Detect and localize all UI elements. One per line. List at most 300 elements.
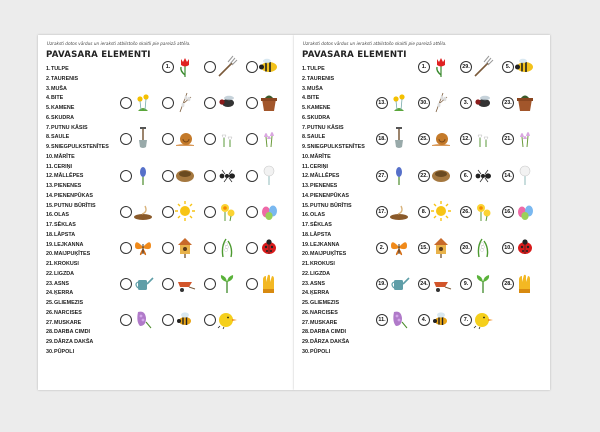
answer-circle[interactable] xyxy=(120,278,132,290)
flower-pot-icon xyxy=(258,91,280,113)
sun-icon xyxy=(174,200,196,222)
word-text: SAULE xyxy=(51,134,70,141)
word-text: LĀPSTA xyxy=(54,231,76,238)
answer-circle[interactable]: 23. xyxy=(502,97,514,109)
picture-cell xyxy=(418,305,444,333)
word-number: 11. xyxy=(46,163,54,170)
instruction-text: Uzraksti dotos vārdus un ieraksti atbilstošo skaitli pie pareizā attēla. xyxy=(47,41,191,46)
word-number: 19. xyxy=(46,241,54,248)
word-item xyxy=(46,192,116,202)
answer-circle[interactable] xyxy=(120,170,132,182)
answer-circle[interactable]: 19. xyxy=(376,278,388,290)
word-item xyxy=(46,65,116,75)
word-number: 12. xyxy=(302,173,310,180)
word-text: KAMENE xyxy=(51,105,75,111)
word-text: SNIEGPULKSTENĪTES xyxy=(307,144,365,150)
sun-icon xyxy=(430,200,452,222)
picture-cell xyxy=(120,233,146,261)
word-text: DARBA CIMDI xyxy=(54,329,91,336)
picture-cell xyxy=(120,197,146,225)
instruction-text: Uzraksti dotos vārdus un ieraksti atbilstošo skaitli pie pareizā attēla. xyxy=(303,41,447,46)
word-text: PUTNU BŪRĪTIS xyxy=(54,202,96,209)
word-number: 16. xyxy=(302,212,310,219)
word-text: LIGZDA xyxy=(54,270,75,277)
garden-gloves-icon xyxy=(514,272,536,294)
answer-circle[interactable] xyxy=(204,314,216,326)
picture-cell xyxy=(460,305,486,333)
picture-cell xyxy=(204,269,230,297)
answer-circle[interactable] xyxy=(246,97,258,109)
answer-circle[interactable] xyxy=(246,170,258,182)
pussy-willow-icon xyxy=(174,91,196,113)
answer-circle[interactable] xyxy=(204,97,216,109)
word-number: 7. xyxy=(302,124,307,131)
word-text: SĒKLAS xyxy=(54,222,76,228)
word-number: 30. xyxy=(302,348,310,355)
word-item xyxy=(302,231,372,241)
word-text: MUŠA xyxy=(307,85,323,92)
word-number: 29. xyxy=(302,339,310,345)
answer-circle[interactable] xyxy=(162,242,174,254)
ant-icon xyxy=(472,164,494,186)
word-number: 27. xyxy=(46,319,54,326)
word-item xyxy=(302,163,372,173)
answer-circle[interactable] xyxy=(162,206,174,218)
word-item xyxy=(46,153,116,163)
answer-circle[interactable]: 17. xyxy=(376,206,388,218)
word-text: DĀRZA DAKŠA xyxy=(310,339,350,345)
word-text: TAURENIS xyxy=(307,75,335,82)
butterfly-icon xyxy=(388,236,410,258)
shovel-icon xyxy=(388,127,410,149)
word-item xyxy=(46,163,116,173)
word-number: 6. xyxy=(46,114,51,121)
picture-cell xyxy=(246,88,272,116)
dandelion-clock-icon xyxy=(514,164,536,186)
answer-circle[interactable]: 24. xyxy=(418,278,430,290)
word-text: CERIŅI xyxy=(309,163,328,170)
word-item xyxy=(46,94,116,104)
answer-circle[interactable]: 14. xyxy=(502,170,514,182)
answer-circle[interactable] xyxy=(120,314,132,326)
answer-circle[interactable] xyxy=(204,170,216,182)
word-text: OLAS xyxy=(310,212,325,219)
answer-circle[interactable]: 6. xyxy=(460,170,472,182)
picture-cell xyxy=(460,269,486,297)
word-text: BITE xyxy=(307,95,320,102)
word-text: TULPE xyxy=(51,66,69,72)
muscari-icon xyxy=(132,164,154,186)
answer-circle[interactable] xyxy=(162,314,174,326)
answer-circle[interactable]: 9. xyxy=(460,278,472,290)
picture-cell xyxy=(502,124,528,152)
answer-circle[interactable]: 15. xyxy=(418,242,430,254)
word-number: 14. xyxy=(302,192,310,199)
fly-icon xyxy=(216,91,238,113)
word-text: SAULE xyxy=(307,134,326,141)
word-text: PIENENES xyxy=(310,183,338,189)
answer-circle[interactable] xyxy=(204,61,216,73)
word-text: PIENENES xyxy=(54,183,82,189)
answer-circle[interactable] xyxy=(246,242,258,254)
picture-cell xyxy=(162,305,188,333)
picture-cell xyxy=(376,88,402,116)
answer-circle[interactable]: 18. xyxy=(376,133,388,145)
answer-circle[interactable]: 20. xyxy=(460,242,472,254)
word-item xyxy=(46,289,116,299)
word-item xyxy=(46,260,116,270)
answer-circle[interactable]: 1. xyxy=(162,61,174,73)
word-text: LĀPSTA xyxy=(310,231,332,238)
worksheet-title: PAVASARA ELEMENTI xyxy=(46,50,151,60)
answer-circle[interactable] xyxy=(204,206,216,218)
word-text: ASNS xyxy=(54,280,69,287)
word-item xyxy=(302,319,372,329)
word-number: 16. xyxy=(46,212,54,219)
word-number: 1. xyxy=(46,66,51,72)
word-text: MUSKARE xyxy=(54,319,82,326)
picture-cell xyxy=(460,161,486,189)
answer-circle[interactable]: 3. xyxy=(460,97,472,109)
picture-cell xyxy=(418,197,444,225)
answer-circle[interactable]: 29. xyxy=(460,61,472,73)
word-number: 9. xyxy=(46,144,51,150)
word-item xyxy=(302,192,372,202)
word-item xyxy=(46,124,116,134)
picture-cell xyxy=(418,124,444,152)
picture-cell xyxy=(162,124,188,152)
muscari-icon xyxy=(388,164,410,186)
word-number: 22. xyxy=(46,270,54,277)
answer-circle[interactable] xyxy=(162,133,174,145)
answer-circle[interactable] xyxy=(204,278,216,290)
picture-cell xyxy=(376,124,402,152)
picture-cell xyxy=(502,233,528,261)
answer-circle[interactable]: 2. xyxy=(376,242,388,254)
word-number: 4. xyxy=(302,95,307,102)
word-number: 26. xyxy=(302,309,310,316)
picture-cell xyxy=(376,161,402,189)
answer-circle[interactable] xyxy=(246,61,258,73)
word-item xyxy=(302,250,372,260)
answer-circle[interactable]: 28. xyxy=(502,278,514,290)
word-item xyxy=(302,172,372,182)
word-number: 24. xyxy=(302,290,310,297)
picture-cell xyxy=(162,269,188,297)
word-text: SKUDRA xyxy=(307,114,331,121)
word-number: 11. xyxy=(302,163,310,170)
word-text: MUŠA xyxy=(51,85,67,92)
tulip-icon xyxy=(174,55,196,77)
answer-circle[interactable] xyxy=(120,97,132,109)
nest-icon xyxy=(430,164,452,186)
word-text: PUTNU BŪRĪTIS xyxy=(310,202,352,209)
picture-cell xyxy=(502,197,528,225)
worksheet-page-blank xyxy=(38,35,294,390)
word-number: 5. xyxy=(46,105,51,111)
word-text: OLAS xyxy=(54,212,69,219)
answer-circle[interactable]: 22. xyxy=(418,170,430,182)
word-item xyxy=(302,280,372,290)
worksheet-page-answered xyxy=(294,35,550,390)
picture-cell xyxy=(204,52,230,80)
word-text: ĶERRA xyxy=(310,290,330,297)
word-text: MAIJPUĶĪTES xyxy=(310,251,347,258)
answer-circle[interactable]: 8. xyxy=(418,206,430,218)
word-text: SKUDRA xyxy=(51,114,75,121)
word-number: 8. xyxy=(46,134,51,141)
word-item xyxy=(302,143,372,153)
picture-cell xyxy=(204,88,230,116)
answer-circle[interactable] xyxy=(120,242,132,254)
watering-can-icon xyxy=(132,272,154,294)
word-item xyxy=(302,65,372,75)
bird-icon xyxy=(472,308,494,330)
word-number: 26. xyxy=(46,309,54,316)
answer-circle[interactable]: 4. xyxy=(418,314,430,326)
word-item xyxy=(46,231,116,241)
picture-cell xyxy=(460,52,486,80)
picture-cell xyxy=(418,88,444,116)
word-item xyxy=(46,250,116,260)
watering-can-icon xyxy=(388,272,410,294)
word-number: 23. xyxy=(46,280,54,287)
word-number: 20. xyxy=(302,251,310,258)
ladybug-icon xyxy=(258,236,280,258)
word-item xyxy=(302,211,372,221)
word-item xyxy=(302,338,372,348)
word-text: SĒKLAS xyxy=(310,222,332,228)
picture-cell xyxy=(502,52,528,80)
word-number: 18. xyxy=(302,231,310,238)
sprout-icon xyxy=(216,272,238,294)
answer-circle[interactable] xyxy=(204,133,216,145)
word-text: MĀRĪTE xyxy=(54,153,75,160)
picture-cell xyxy=(460,124,486,152)
snowdrop-icon xyxy=(216,127,238,149)
word-item xyxy=(46,114,116,124)
answer-circle[interactable]: 5. xyxy=(502,61,514,73)
word-number: 2. xyxy=(302,75,307,82)
word-number: 21. xyxy=(46,261,54,267)
word-list xyxy=(302,65,372,358)
lilac-icon xyxy=(132,308,154,330)
word-text: ASNS xyxy=(310,280,325,287)
word-item xyxy=(46,338,116,348)
picture-cell xyxy=(418,233,444,261)
wheelbarrow-icon xyxy=(174,272,196,294)
answer-circle[interactable] xyxy=(162,170,174,182)
word-item xyxy=(46,85,116,95)
daffodil-icon xyxy=(472,200,494,222)
answer-circle[interactable] xyxy=(204,242,216,254)
answer-circle[interactable]: 12. xyxy=(460,133,472,145)
word-number: 13. xyxy=(302,183,310,189)
answer-circle[interactable]: 1. xyxy=(418,61,430,73)
picture-cell xyxy=(502,269,528,297)
pussy-willow-icon xyxy=(430,91,452,113)
garden-gloves-icon xyxy=(258,272,280,294)
answer-circle[interactable]: 10. xyxy=(502,242,514,254)
word-number: 2. xyxy=(46,75,51,82)
picture-cell xyxy=(120,305,146,333)
word-item xyxy=(46,104,116,114)
answer-circle[interactable] xyxy=(162,97,174,109)
answer-circle[interactable] xyxy=(120,133,132,145)
shovel-icon xyxy=(132,127,154,149)
word-item xyxy=(46,241,116,251)
word-text: MĀLLĒPES xyxy=(54,173,84,180)
word-item xyxy=(302,299,372,309)
word-item xyxy=(302,182,372,192)
butterfly-icon xyxy=(132,236,154,258)
answer-circle[interactable] xyxy=(162,278,174,290)
birdhouse-icon xyxy=(430,236,452,258)
word-text: LEJKANNA xyxy=(54,241,84,248)
word-number: 3. xyxy=(46,85,51,92)
word-item xyxy=(302,94,372,104)
picture-cell xyxy=(418,161,444,189)
seeds-icon xyxy=(132,200,154,222)
word-item xyxy=(302,202,372,212)
picture-cell xyxy=(460,88,486,116)
coltsfoot-icon xyxy=(132,91,154,113)
word-text: PUTNU KĀSIS xyxy=(307,124,344,131)
picture-cell xyxy=(120,269,146,297)
word-item xyxy=(302,104,372,114)
word-number: 28. xyxy=(46,329,54,336)
word-number: 17. xyxy=(46,222,54,228)
word-text: DARBA CIMDI xyxy=(310,329,347,336)
picture-cell xyxy=(204,197,230,225)
answer-circle[interactable] xyxy=(246,133,258,145)
snail-icon xyxy=(430,127,452,149)
word-number: 10. xyxy=(46,153,54,160)
word-number: 25. xyxy=(46,300,54,306)
picture-cell xyxy=(246,269,272,297)
picture-cell xyxy=(246,197,272,225)
word-item xyxy=(302,75,372,85)
bee-icon xyxy=(174,308,196,330)
word-text: ĶERRA xyxy=(54,290,74,297)
picture-cell xyxy=(162,233,188,261)
answer-circle[interactable]: 13. xyxy=(376,97,388,109)
crocus-icon xyxy=(258,127,280,149)
seeds-icon xyxy=(388,200,410,222)
picture-cell xyxy=(204,305,230,333)
word-item xyxy=(302,85,372,95)
word-text: MĀLLĒPES xyxy=(310,173,340,180)
word-number: 15. xyxy=(46,202,54,209)
answer-circle[interactable]: 11. xyxy=(376,314,388,326)
word-number: 1. xyxy=(302,66,307,72)
snowdrop-icon xyxy=(472,127,494,149)
word-number: 20. xyxy=(46,251,54,258)
answer-circle[interactable]: 7. xyxy=(460,314,472,326)
garden-fork-icon xyxy=(472,55,494,77)
word-text: GLIEMEZIS xyxy=(54,300,84,306)
bird-icon xyxy=(216,308,238,330)
word-item xyxy=(46,299,116,309)
easter-eggs-icon xyxy=(258,200,280,222)
word-item xyxy=(46,328,116,338)
word-text: BITE xyxy=(51,95,64,102)
answer-circle[interactable]: 25. xyxy=(418,133,430,145)
picture-cell xyxy=(460,197,486,225)
word-item xyxy=(302,309,372,319)
picture-cell xyxy=(162,52,188,80)
answer-circle[interactable]: 27. xyxy=(376,170,388,182)
word-item xyxy=(46,182,116,192)
picture-cell xyxy=(120,161,146,189)
answer-circle[interactable]: 26. xyxy=(460,206,472,218)
word-item xyxy=(302,124,372,134)
word-number: 14. xyxy=(46,192,54,199)
word-text: SNIEGPULKSTENĪTES xyxy=(51,144,109,150)
snail-icon xyxy=(174,127,196,149)
picture-cell xyxy=(246,52,272,80)
picture-cell xyxy=(162,88,188,116)
answer-circle[interactable] xyxy=(246,206,258,218)
nest-icon xyxy=(174,164,196,186)
word-text: PŪPOLI xyxy=(310,348,331,355)
word-list xyxy=(46,65,116,358)
word-text: NARCISES xyxy=(310,309,338,316)
word-number: 6. xyxy=(302,114,307,121)
daffodil-icon xyxy=(216,200,238,222)
sprout-icon xyxy=(472,272,494,294)
word-text: GLIEMEZIS xyxy=(310,300,340,306)
word-text: KROKUSI xyxy=(310,261,335,267)
answer-circle[interactable]: 16. xyxy=(502,206,514,218)
bee-icon xyxy=(430,308,452,330)
word-text: LEJKANNA xyxy=(310,241,340,248)
word-number: 27. xyxy=(302,319,310,326)
word-text: PIENENPŪKAS xyxy=(54,192,93,199)
dandelion-clock-icon xyxy=(258,164,280,186)
picture-cell xyxy=(162,161,188,189)
word-number: 7. xyxy=(46,124,51,131)
word-number: 25. xyxy=(302,300,310,306)
word-number: 24. xyxy=(46,290,54,297)
word-text: CERIŅI xyxy=(53,163,72,170)
crocus-icon xyxy=(514,127,536,149)
bumblebee-icon xyxy=(514,55,536,77)
word-item xyxy=(302,289,372,299)
word-item xyxy=(302,221,372,231)
word-item xyxy=(46,309,116,319)
lilac-icon xyxy=(388,308,410,330)
garden-fork-icon xyxy=(216,55,238,77)
answer-circle[interactable]: 21. xyxy=(502,133,514,145)
worksheet-title: PAVASARA ELEMENTI xyxy=(302,50,407,60)
word-number: 22. xyxy=(302,270,310,277)
answer-circle[interactable] xyxy=(120,206,132,218)
picture-cell xyxy=(246,161,272,189)
wheelbarrow-icon xyxy=(430,272,452,294)
answer-circle[interactable] xyxy=(246,278,258,290)
word-number: 21. xyxy=(302,261,310,267)
word-item xyxy=(46,211,116,221)
word-text: DĀRZA DAKŠA xyxy=(54,339,94,345)
word-text: KROKUSI xyxy=(54,261,79,267)
answer-circle[interactable]: 30. xyxy=(418,97,430,109)
word-item xyxy=(46,221,116,231)
word-text: NARCISES xyxy=(54,309,82,316)
word-number: 19. xyxy=(302,241,310,248)
ladybug-icon xyxy=(514,236,536,258)
picture-cell xyxy=(246,233,272,261)
